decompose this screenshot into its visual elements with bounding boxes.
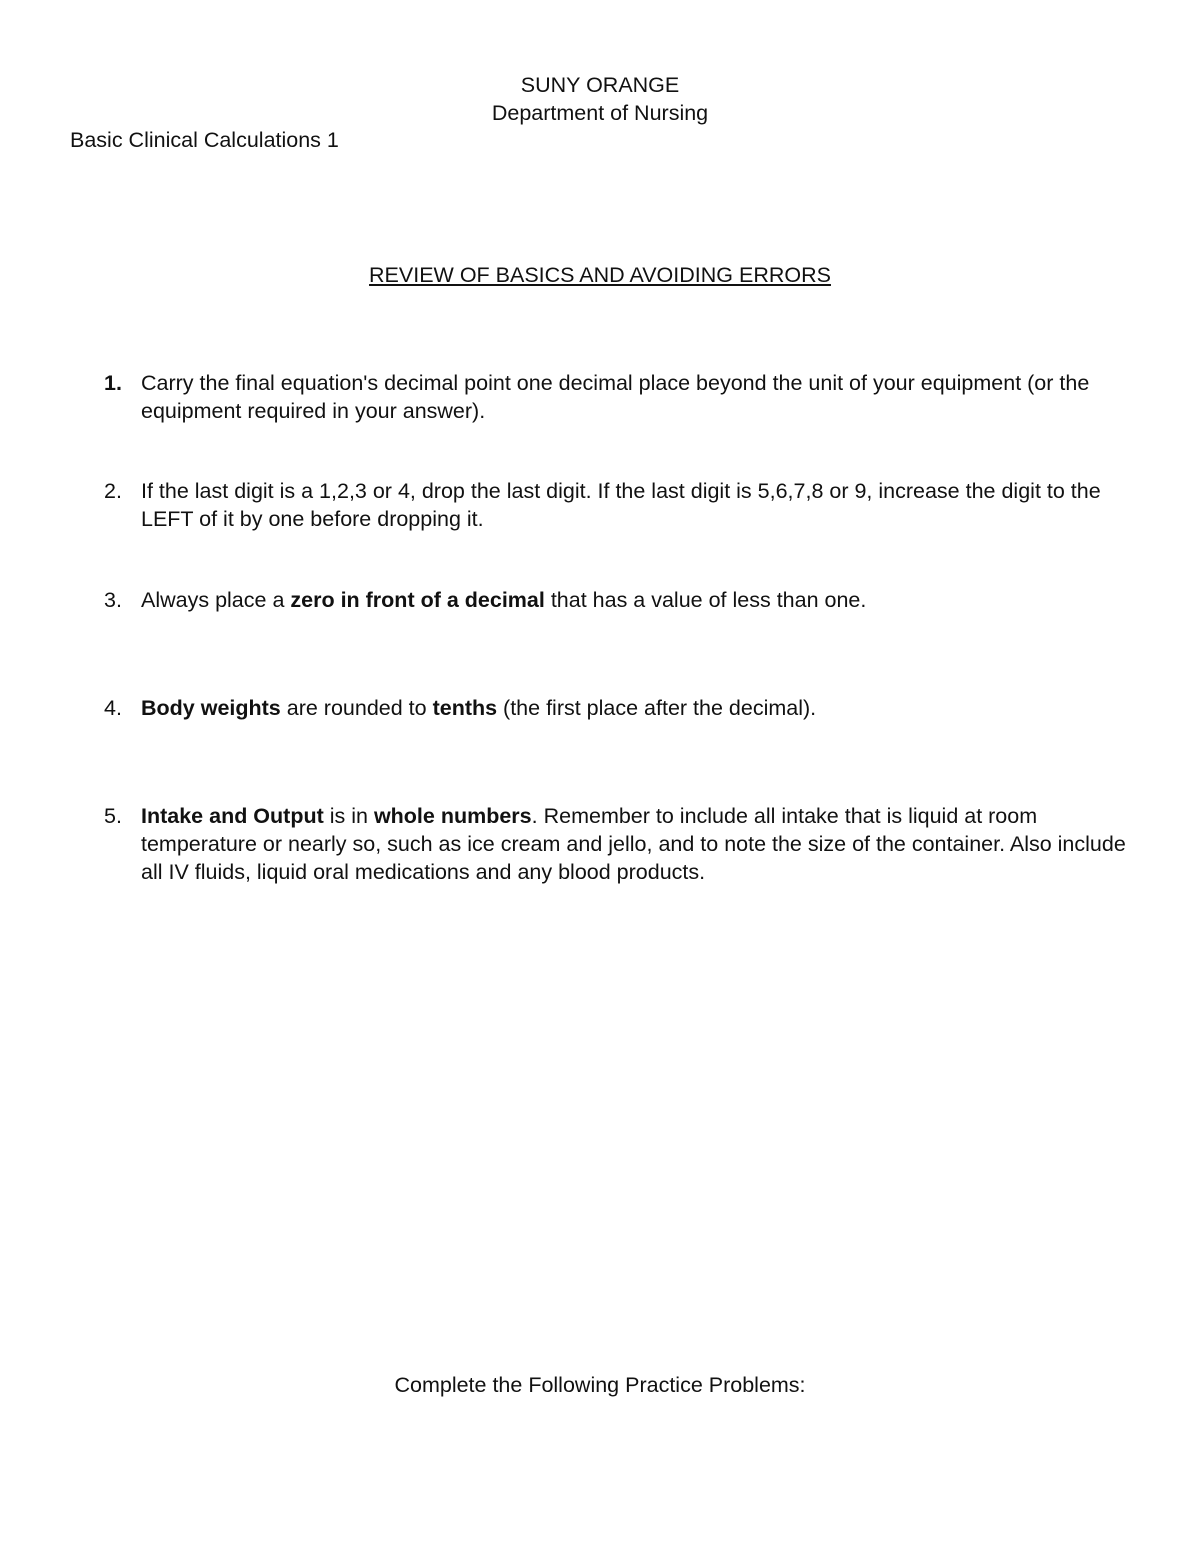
item-number: 2.	[104, 479, 122, 503]
list-item-2: 2. If the last digit is a 1,2,3 or 4, drop the last digit. If the last digit is 5,6,7,8 or 9, increase the digit to the LEFT of it by one before dropping it.	[104, 479, 1101, 531]
page-title: REVIEW OF BASICS AND AVOIDING ERRORS	[369, 263, 831, 287]
course-title: Basic Clinical Calculations 1	[70, 128, 339, 152]
list-item-3: 3. Always place a zero in front of a decimal that has a value of less than one.	[104, 588, 867, 612]
item-number: 3.	[104, 588, 122, 612]
list-item-5: 5. Intake and Output is in whole numbers. Remember to include all intake that is liquid at room temperature or nearly so, such as ice cream and jello, and to note the size of the container. Also include all IV fluids, liquid oral medications and any blood products.	[104, 804, 1126, 884]
list-item-1: 1. Carry the final equation's decimal point one decimal place beyond the unit of your equipment (or the equipment required in your answer).	[104, 371, 1090, 423]
department-name: Department of Nursing	[491, 101, 709, 125]
item-number: 1.	[104, 371, 122, 395]
list-item-4: 4. Body weights are rounded to tenths (the first place after the decimal).	[104, 696, 817, 720]
institution-name: SUNY ORANGE	[520, 73, 680, 97]
practice-problems-heading: Complete the Following Practice Problems:	[394, 1373, 806, 1397]
item-number: 5.	[104, 804, 122, 828]
item-number: 4.	[104, 696, 122, 720]
